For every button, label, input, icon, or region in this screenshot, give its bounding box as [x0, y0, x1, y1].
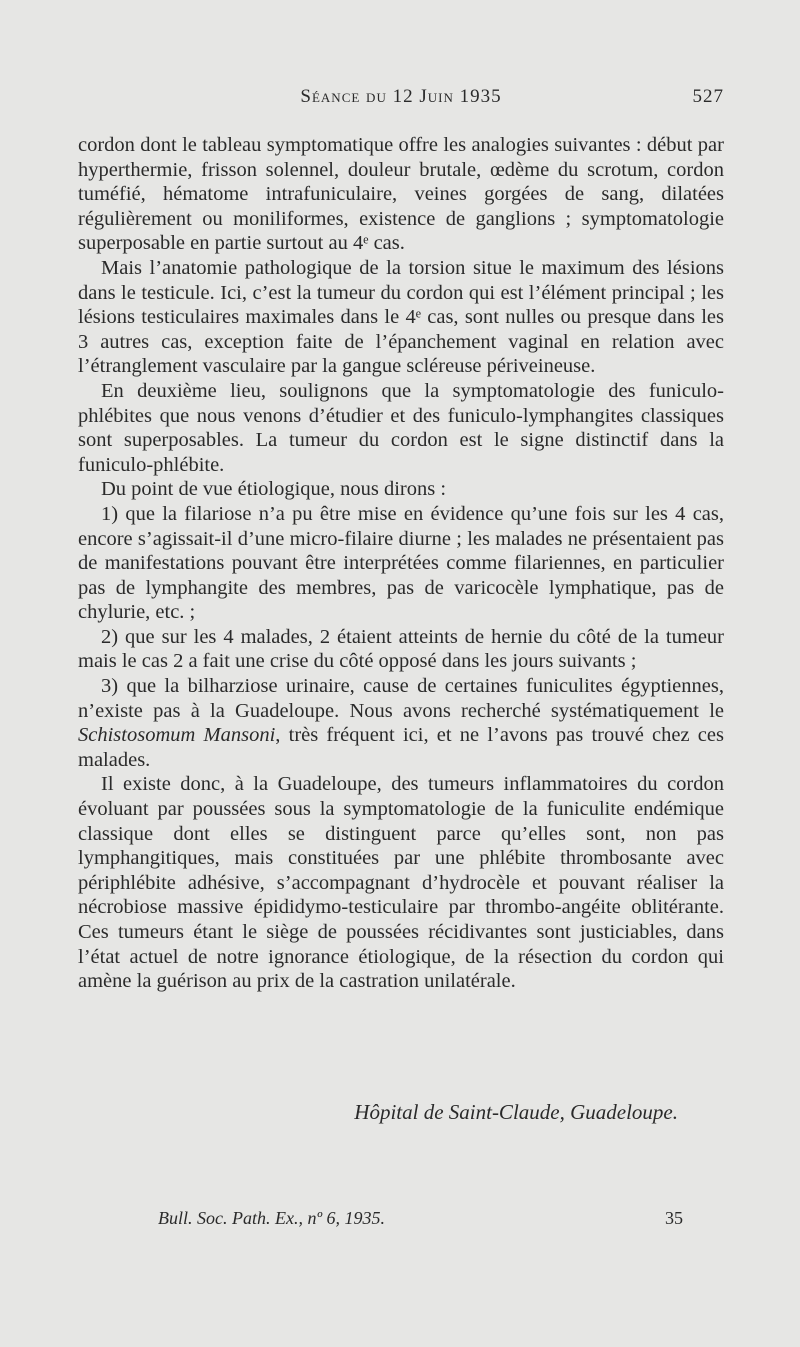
species-name: Schistosomum Mansoni: [78, 724, 276, 747]
sheet-number: 35: [665, 1208, 683, 1228]
paragraph-conclusion: Il existe donc, à la Guadeloupe, des tumeurs inflammatoires du cordon évoluant par poussées sous la symptomatologie de la funiculite endémique classique dont elles se distinguent parce qu’elles sont, non pas lymphangitiques, mais constituées par une phlébite thrombosante avec périphlébite adhésive, s’accompagnant d’hydrocèle et pouvant réaliser la nécrobiose massive épididymo-testiculaire par thrombo-angéite oblitérante. Ces tumeurs étant le siège de poussées récidivantes sont justiciables, dans l’état actuel de notre ignorance étiologique, de la résection du cordon qui amène la guérison au prix de la castration unilatérale.: [78, 773, 724, 993]
article-body: [78, 133, 724, 994]
paragraph-continuation: cordon dont le tableau symptomatique offre les analogies suivantes : début par hyperthermie, frisson solennel, douleur brutale, œdème du scrotum, cordon tuméfié, hématome intrafuniculaire, veines gorgées de sang, dilatées régulièrement ou moniliformes, existence de ganglions ; symptomatologie superposable en partie surtout au 4ᵉ cas.: [78, 134, 724, 255]
list-item-hernie: 2) que sur les 4 malades, 2 étaient atteints de hernie du côté de la tumeur mais le cas 2 a fait une crise du côté opposé dans les jours suivants ;: [78, 625, 724, 673]
page-number: 527: [692, 86, 724, 107]
paragraph-anatomy: Mais l’anatomie pathologique de la torsion situe le maximum des lésions dans le testicule. Ici, c’est la tumeur du cordon qui est l’élément principal ; les lésions testiculaires maximales dans le 4ᵉ cas, sont nulles ou presque dans les 3 autres cas, exception faite de l’épanchement vaginal en relation avec l’étranglement vasculaire par la gangue scléreuse périveineuse.: [78, 256, 724, 378]
paragraph-etiology-intro: Du point de vue étiologique, nous dirons :: [101, 478, 447, 501]
signature-line: Hôpital de Saint-Claude, Guadeloupe.: [354, 1100, 678, 1124]
list-item-bilharziose: [78, 674, 724, 772]
point3-text-after: , très fréquent ici, et ne l’avons pas trouvé chez ces malades.: [78, 724, 724, 771]
running-title: Séance du 12 Juin 1935: [300, 86, 502, 107]
page-footer: [158, 1208, 683, 1236]
page-header: [78, 86, 724, 116]
point3-text-before: 3) que la bilharziose urinaire, cause de certaines funiculites égyptiennes, n’existe pas à la Guadeloupe. Nous avons recherché systématiquement le: [78, 675, 724, 722]
list-item-filariose: 1) que la filariose n’a pu être mise en évidence qu’une fois sur les 4 cas, encore s’agissait-il d’une micro-filaire diurne ; les malades ne présentaient pas de manifestations pouvant être interprétées comme filariennes, en particulier pas de lymphangite des membres, pas de varicocèle lymphatique, pas de chylurie, etc. ;: [78, 502, 724, 624]
paragraph-symptomatology: En deuxième lieu, soulignons que la symptomatologie des funiculo-phlébites que nous venons d’étudier et des funiculo-lymphangites classiques sont superposables. La tumeur du cordon est le signe distinctif dans la funiculo-phlébite.: [78, 379, 724, 476]
journal-citation: Bull. Soc. Path. Ex., nº 6, 1935.: [158, 1208, 386, 1228]
